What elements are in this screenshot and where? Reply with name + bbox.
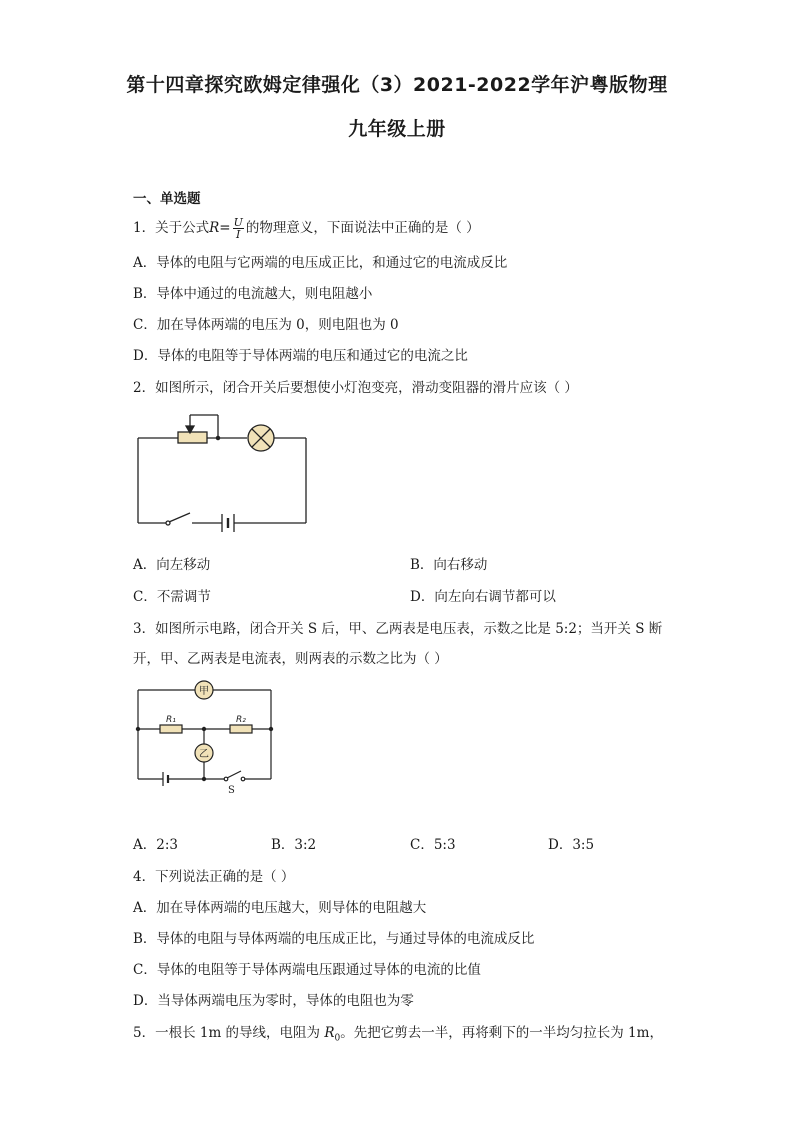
page-title-line1: 第十四章探究欧姆定律强化（3）2021-2022学年沪粤版物理 xyxy=(126,74,668,96)
r1-label: R₁ xyxy=(166,715,176,725)
switch-blade xyxy=(227,771,241,778)
q2-option-a: A．向左移动 xyxy=(133,557,211,573)
q2-option-d: D．向左向右调节都可以 xyxy=(410,589,556,605)
switch-contact xyxy=(241,777,245,781)
q1-option-a: A．导体的电阻与它两端的电压成正比，和通过它的电流成反比 xyxy=(133,255,508,271)
junction-right xyxy=(269,727,272,730)
q3-option-d: D．3:5 xyxy=(548,837,595,853)
r2-label: R₂ xyxy=(236,715,246,725)
meter-jia-label: 甲 xyxy=(199,686,209,697)
junction-left xyxy=(136,727,139,730)
meter-yi-label: 乙 xyxy=(199,749,209,760)
question-2-stem: 2．如图所示，闭合开关后要想使小灯泡变亮，滑动变阻器的滑片应该（ ） xyxy=(133,380,578,396)
q4-option-b: B．导体的电阻与导体两端的电压成正比，与通过导体的电流成反比 xyxy=(133,931,535,947)
resistor-r1 xyxy=(160,725,182,733)
question-1-stem: 1．关于公式R= $\frac{U}{I}$ 的物理意义，下面说法中正确的是（ ） xyxy=(133,216,480,241)
q3-option-a: A．2:3 xyxy=(133,837,178,853)
page-title-line2: 九年级上册 xyxy=(348,118,446,140)
question-5-stem: 5．一根长 1m 的导线，电阻为 $R_0$。先把它剪去一半，再将剩下的一半均匀拉长为 1m， xyxy=(133,1025,663,1044)
question-4-stem: 4．下列说法正确的是（ ） xyxy=(133,869,295,885)
q4-option-c: C．导体的电阻等于导体两端电压跟通过导体的电流的比值 xyxy=(133,962,481,978)
q1-option-d: D．导体的电阻等于导体两端的电压和通过它的电流之比 xyxy=(133,348,468,364)
q1-option-b: B．导体中通过的电流越大，则电阻越小 xyxy=(133,286,373,302)
question-3-stem-line1: 3．如图所示电路，闭合开关 S 后，甲、乙两表是电压表，示数之比是 5:2；当开关 S 断 xyxy=(133,621,663,637)
q2-option-c: C．不需调节 xyxy=(133,589,211,605)
q3-option-c: C．5:3 xyxy=(410,837,456,853)
q2-option-b: B．向右移动 xyxy=(410,557,488,573)
question-3-stem-line2: 开，甲、乙两表是电流表，则两表的示数之比为（ ） xyxy=(133,651,448,667)
formula-r: R xyxy=(209,220,220,236)
formula-fraction: $\frac{U}{I}$ xyxy=(233,216,243,241)
resistor-r2 xyxy=(230,725,252,733)
q4-option-a: A．加在导体两端的电压越大，则导体的电阻越大 xyxy=(133,900,427,916)
switch-s-label: S xyxy=(228,785,235,796)
q3-option-b: B．3:2 xyxy=(271,837,317,853)
q1-option-c: C．加在导体两端的电压为 0，则电阻也为 0 xyxy=(133,317,399,333)
section-heading: 一、单选题 xyxy=(133,191,201,207)
q4-option-d: D．当导体两端电压为零时，导体的电阻也为零 xyxy=(133,993,414,1009)
